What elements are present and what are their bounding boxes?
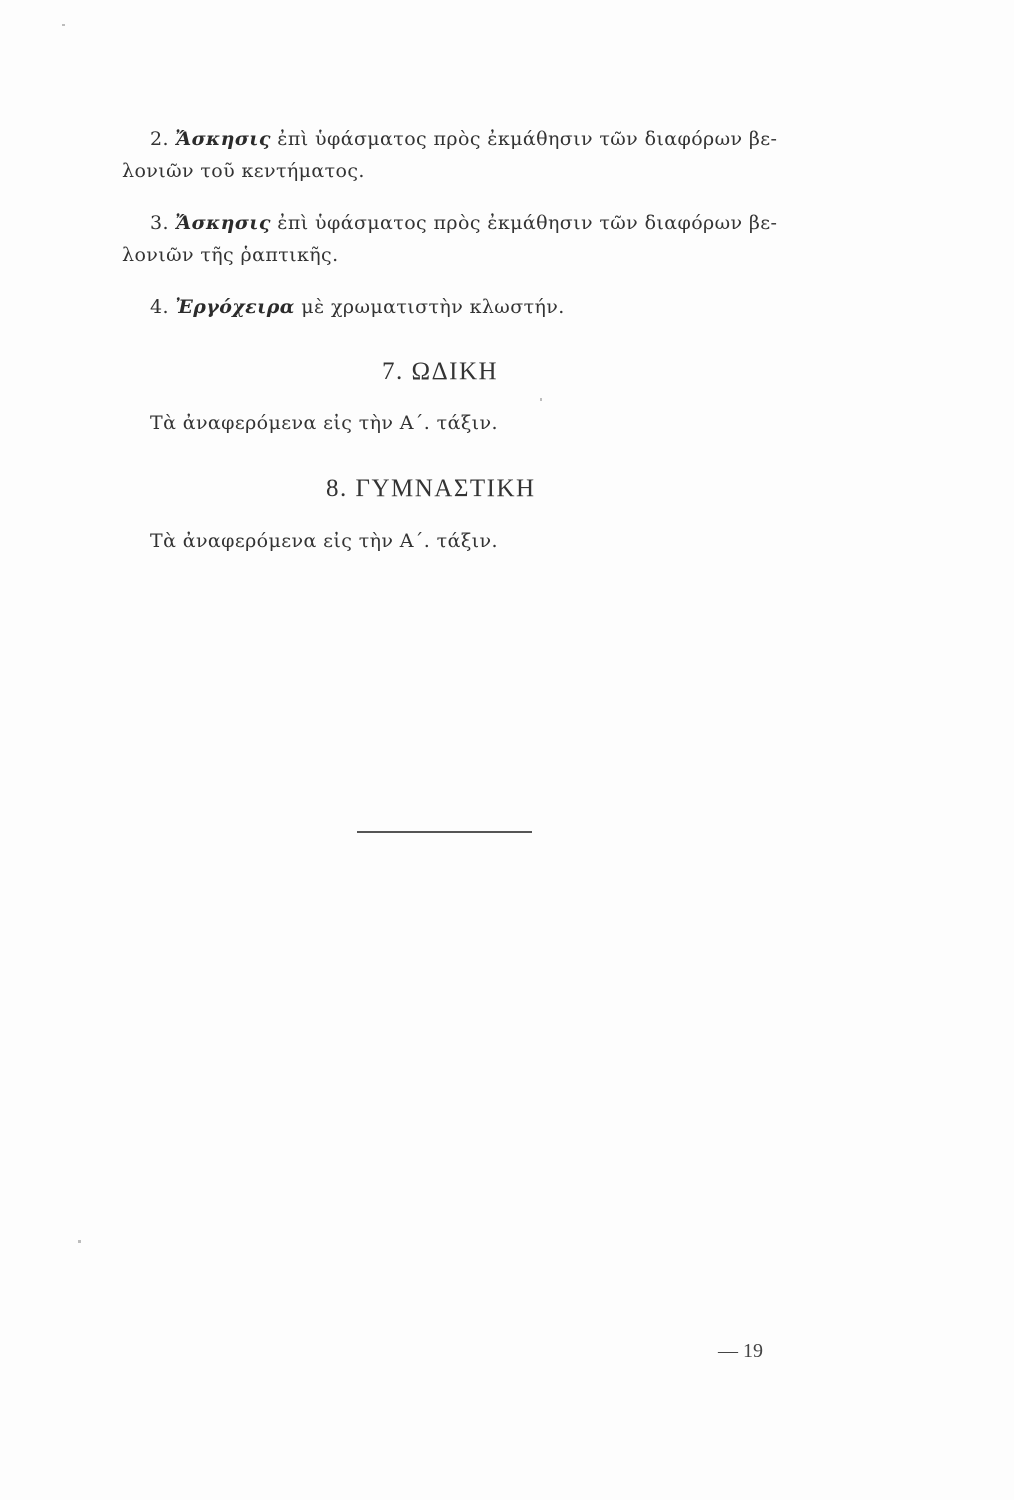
item-number: 4.	[150, 296, 169, 318]
item-term: Ἄσκησις	[175, 212, 271, 234]
section-heading-music: 7. ΩΔΙΚΗ	[382, 358, 499, 385]
page-number: — 19	[718, 1340, 763, 1362]
item-number: 3.	[150, 212, 169, 234]
item-term: Ἄσκησις	[175, 128, 271, 150]
item-4	[150, 292, 565, 322]
section-text-gymnastics: Τὰ ἀναφερόμενα εἰς τὴν Α΄. τάξιν.	[150, 530, 498, 552]
scan-speck	[78, 1240, 81, 1243]
section-text-music: Τὰ ἀναφερόμενα εἰς τὴν Α΄. τάξιν.	[150, 412, 498, 434]
divider-rule	[357, 831, 532, 833]
item-term: Ἐργόχειρα	[175, 296, 295, 318]
item-text: λονιῶν τοῦ κεντήματος.	[122, 160, 365, 182]
scan-speck	[62, 24, 65, 26]
item-2-continuation	[122, 156, 365, 186]
section-heading-gymnastics: 8. ΓΥΜΝΑΣΤΙΚΗ	[326, 475, 536, 502]
item-text: μὲ χρωματιστὴν κλωστήν.	[301, 296, 565, 318]
scan-speck	[540, 398, 542, 401]
item-text: ἐπὶ ὑφάσματος πρὸς ἐκμάθησιν τῶν διαφόρων βε-	[277, 212, 778, 234]
item-2	[150, 124, 777, 154]
item-3-continuation	[122, 240, 339, 270]
item-number: 2.	[150, 128, 169, 150]
item-3	[150, 208, 777, 238]
item-text: λονιῶν τῆς ῥαπτικῆς.	[122, 244, 339, 266]
item-text: ἐπὶ ὑφάσματος πρὸς ἐκμάθησιν τῶν διαφόρων βε-	[277, 128, 778, 150]
